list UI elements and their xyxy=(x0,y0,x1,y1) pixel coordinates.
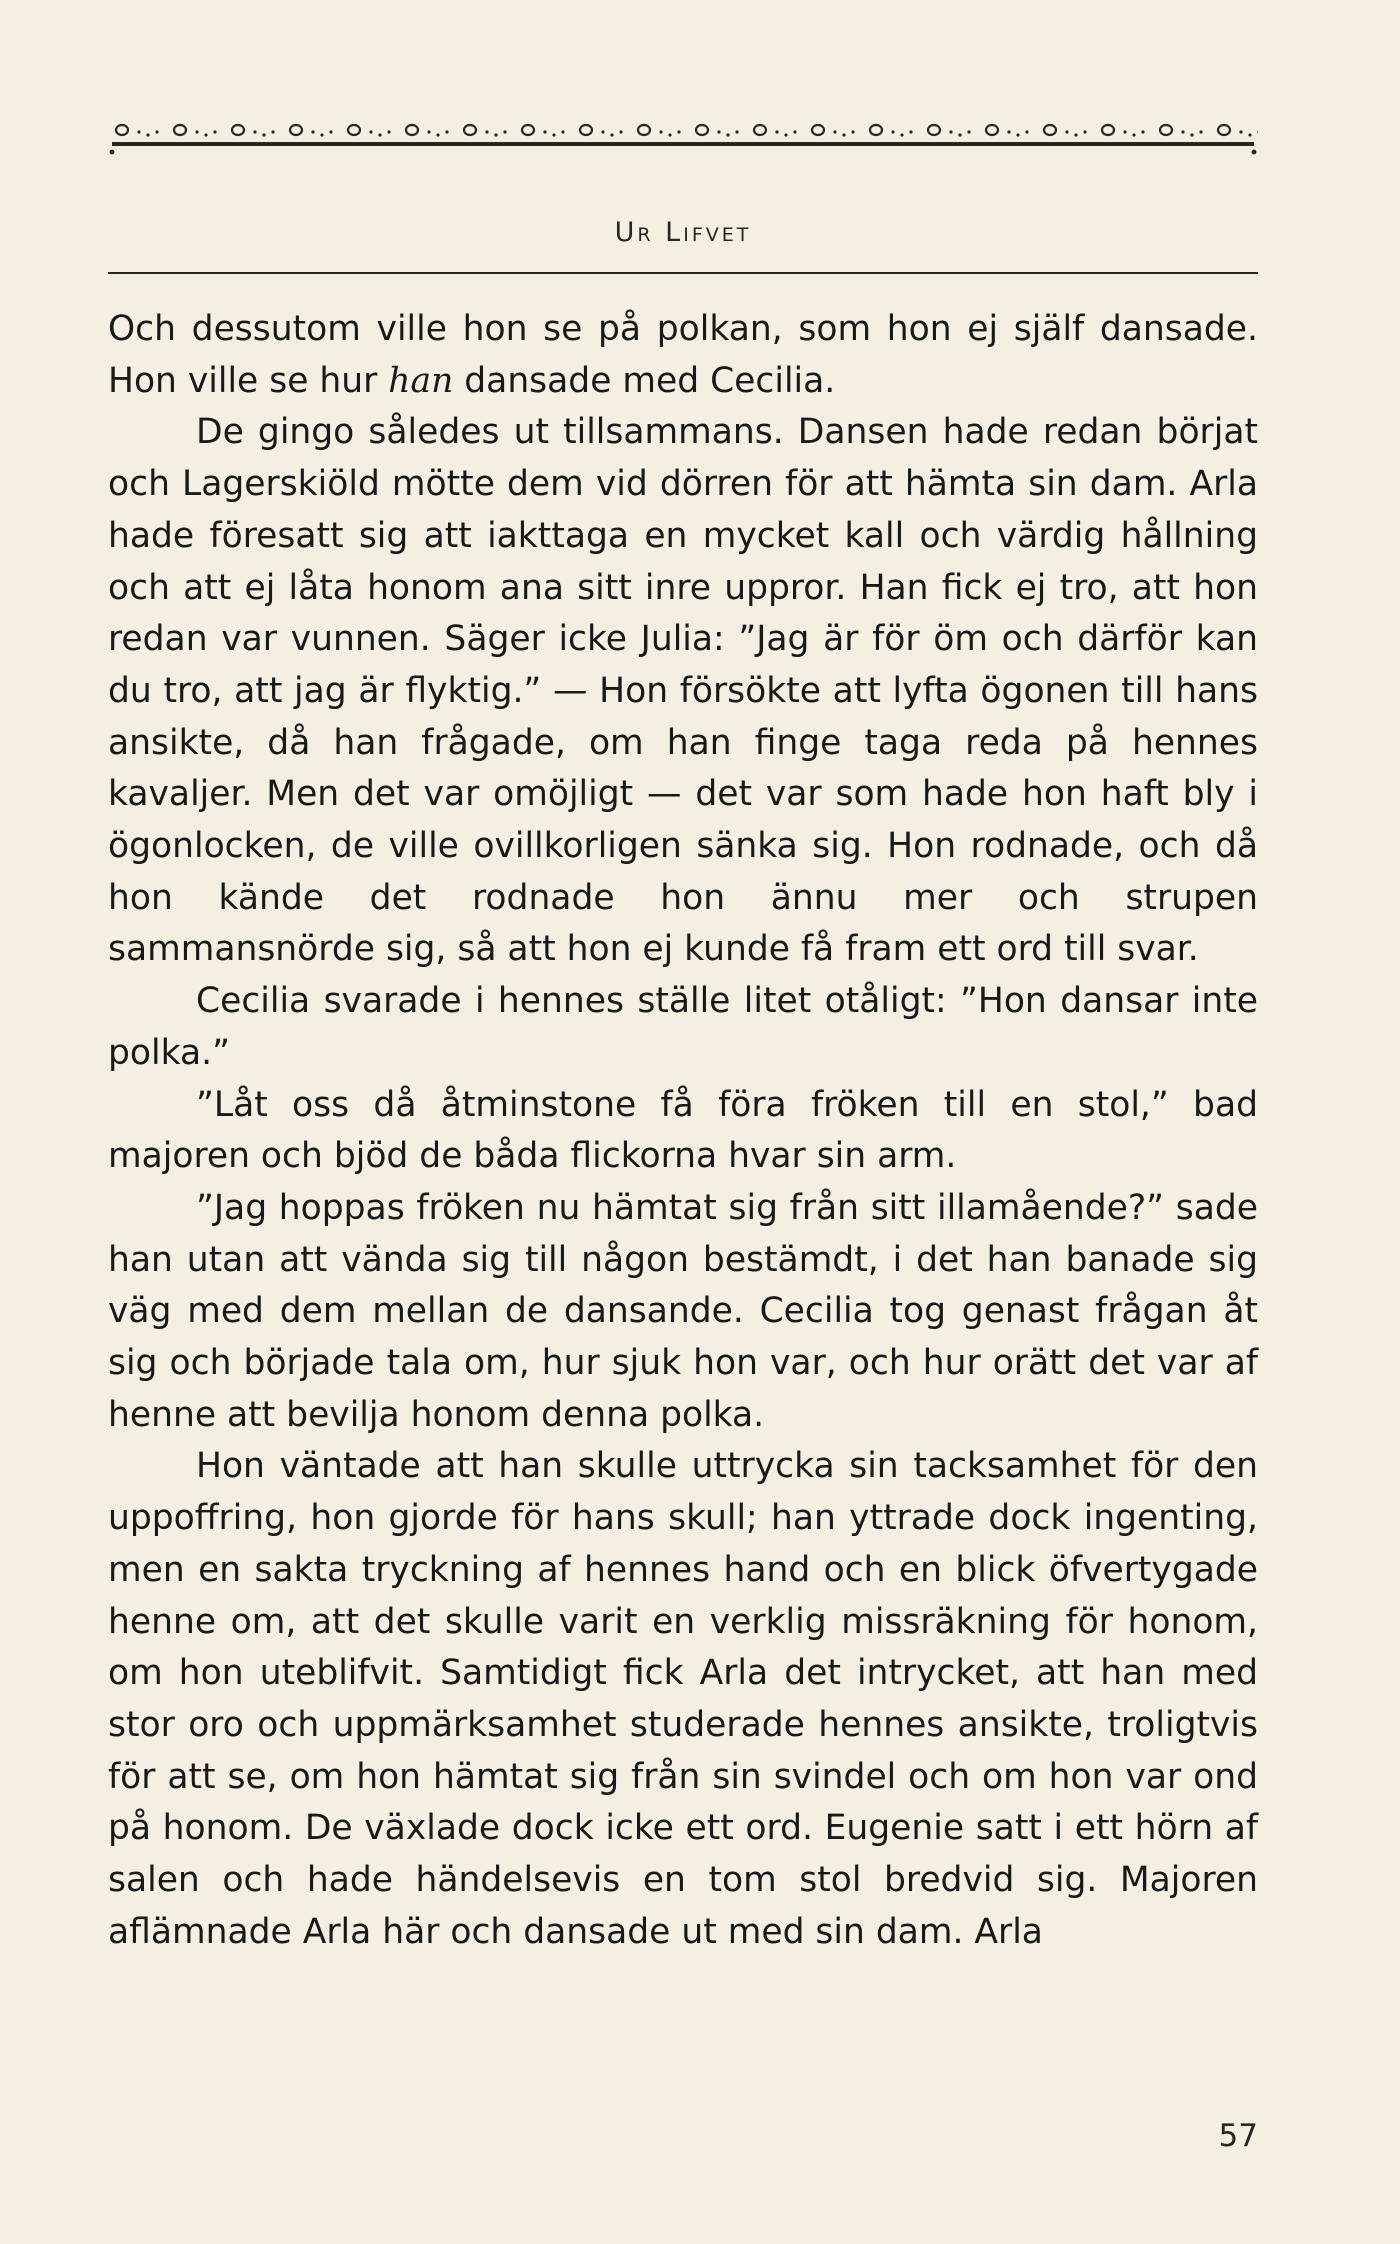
paragraph: Cecilia svarade i hennes ställe litet otåligt: ”Hon dansar inte polka.” xyxy=(108,981,1258,1073)
paragraph: De gingo således ut tillsammans. Dansen hade redan börjat och Lagerskiöld mötte dem vid dörren för att hämta sin dam. Arla hade föresatt sig att iakttaga en mycket kall och värdig hållning och att ej låta honom ana sitt inre uppror. Han fick ej tro, att hon redan var vunnen. Säger icke Julia: ”Jag är för öm och därför kan du tro, att jag är flyktig.” — Hon försökte att lyfta ögonen till hans ansikte, då han frågade, om han finge taga reda på hennes kavaljer. Men det var omöjligt — det var som hade hon haft bly i ögonlocken, de ville ovillkorligen sänka sig. Hon rodnade, och då hon kände det rodnade hon ännu mer och strupen sammansnörde sig, så att hon ej kunde få fram ett ord till svar. xyxy=(108,412,1258,970)
ornamental-border-icon xyxy=(108,118,1258,178)
header-rule xyxy=(108,272,1258,274)
paragraph: Hon väntade att han skulle uttrycka sin tacksamhet för den uppoffring, hon gjorde för hans skull; han yttrade dock ingenting, men en sakta tryckning af hennes hand och en blick öfvertygade henne om, att det skulle varit en verklig missräkning för honom, om hon uteblifvit. Samtidigt fick Arla det intrycket, att han med stor oro och uppmärksamhet studerade hennes ansikte, troligtvis för att se, om hon hämtat sig från sin svindel och om hon var ond på honom. De växlade dock icke ett ord. Eugenie satt i ett hörn af salen och hade händelsevis en tom stol bredvid sig. Majoren aflämnade Arla här och dansade ut med sin dam. Arla xyxy=(108,1446,1258,1952)
book-page xyxy=(108,118,1258,2198)
paragraph: ”Jag hoppas fröken nu hämtat sig från sitt illamående?” sade han utan att vända sig till någon bestämdt, i det han banade sig väg med dem mellan de dansande. Cecilia tog genast frågan åt sig och började tala om, hur sjuk hon var, och hur orätt det var af henne att bevilja honom denna polka. xyxy=(108,1187,1258,1435)
running-head: Ur Lifvet xyxy=(614,217,752,248)
paragraph xyxy=(108,304,1258,407)
page-number: 57 xyxy=(1218,2118,1258,2154)
paragraph: ”Låt oss då åtminstone få föra fröken till en stol,” bad majoren och bjöd de båda flickorna hvar sin arm. xyxy=(108,1084,1258,1177)
paragraph-text: Och dessutom ville hon se på polkan, som hon ej själf dansade. Hon ville se hur xyxy=(108,309,1258,401)
emphasized-word: han xyxy=(388,360,454,401)
body-text xyxy=(108,304,1258,1959)
paragraph-text: dansade med Cecilia. xyxy=(453,360,836,401)
